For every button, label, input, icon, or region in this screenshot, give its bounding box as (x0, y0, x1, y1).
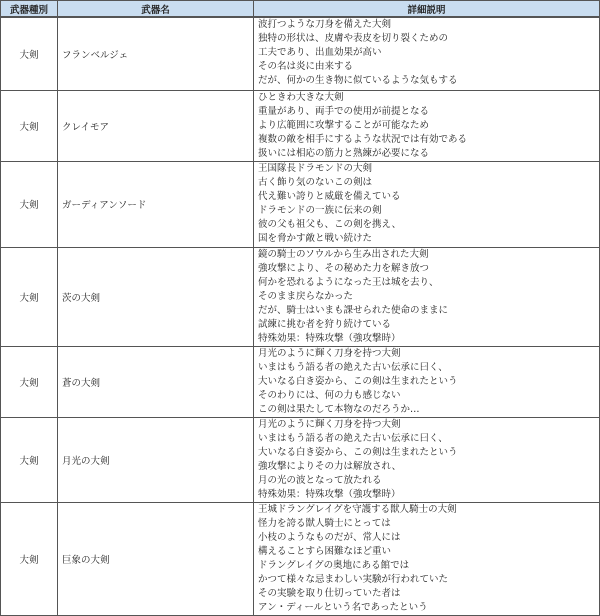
description-line: 構えることすら困難なほど重い (258, 545, 392, 557)
table-body (1, 17, 600, 615)
weapon-type-cell: 大剣 (1, 247, 58, 346)
description-line: そのわりには、何の力も感じない (258, 389, 401, 401)
table-row (1, 346, 600, 417)
weapon-type-cell: 大剣 (1, 17, 58, 90)
weapon-name-cell: クレイモア (58, 90, 254, 161)
description-line: 彼の父も祖父も、この剣を携え、 (258, 218, 402, 230)
description-line: より広範囲に攻撃することが可能なため (258, 119, 430, 131)
description-line: ドラングレイグの奥地にある館では (258, 559, 410, 571)
table-row (1, 161, 600, 247)
weapon-type-cell: 大剣 (1, 90, 58, 161)
description-line: 扱いには相応の筋力と熟練が必要になる (258, 147, 430, 159)
description-line: 特殊効果：特殊攻撃（強攻撃時） (258, 332, 401, 344)
description-cell (254, 417, 600, 502)
description-line: 怪力を誇る獣人騎士にとっては (258, 517, 391, 529)
description-line: その名は炎に由来する (258, 61, 354, 72)
weapon-name-cell: ガーディアンソード (58, 161, 254, 247)
description-line: 波打つような刀身を備えた大剣 (258, 19, 392, 30)
description-line: だが、何かの生き物に似ているような気もする (258, 75, 458, 86)
description-cell (254, 346, 600, 417)
description-line: いまはもう語る者の絶えた古い伝承に曰く、 (258, 432, 448, 444)
table-row (1, 502, 600, 615)
weapon-type-cell: 大剣 (1, 502, 58, 615)
description-line: 国を脅かす敵と戦い続けた (258, 232, 373, 244)
description-line: いまはもう語る者の絶えた古い伝承に曰く、 (258, 361, 448, 373)
description-line: 王国隊長ドラモンドの大剣 (258, 162, 373, 174)
header-weapon-type: 武器種別 (1, 1, 58, 18)
description-line: 工夫であり、出血効果が高い (258, 47, 382, 58)
description-line: 王城ドラングレイグを守護する獣人騎士の大剣 (258, 503, 457, 515)
description-cell (254, 90, 600, 161)
description-line: 月光のように輝く刀身を持つ大剣 (258, 418, 401, 430)
table-row (1, 90, 600, 161)
description-line: 重量があり、両手での使用が前提となる (258, 105, 430, 117)
description-line: そのまま戻らなかった (258, 290, 354, 302)
description-cell (254, 247, 600, 346)
description-line: 大いなる白き姿から、この剣は生まれたという (258, 375, 458, 387)
description-line: 強攻撃により、その秘めた力を解き放つ (258, 262, 430, 274)
description-line: アン・ディールという名であったという (258, 601, 428, 613)
table-row (1, 417, 600, 502)
description-cell (254, 502, 600, 615)
description-line: 特殊効果：特殊攻撃（強攻撃時） (258, 488, 401, 500)
weapon-type-cell: 大剣 (1, 161, 58, 247)
description-line: 独特の形状は、皮膚や表皮を切り裂くための (258, 33, 449, 44)
weapon-name-cell: 蒼の大剣 (58, 346, 254, 417)
table-row (1, 17, 600, 90)
weapon-name-cell: 巨象の大剣 (58, 502, 254, 615)
weapon-name-cell: フランベルジェ (58, 17, 254, 90)
weapon-type-cell: 大剣 (1, 346, 58, 417)
weapon-name-cell: 茨の大剣 (58, 247, 254, 346)
description-line: 代え難い誇りと威厳を備えている (258, 190, 401, 202)
description-cell (254, 161, 600, 247)
description-line: この剣は果たして本物なのだろうか… (258, 403, 420, 415)
description-line: 古く飾り気のないこの剣は (258, 176, 373, 188)
description-line: だが、騎士はいまも課せられた使命のままに (258, 304, 449, 316)
description-line: 複数の敵を相手にするような状況では有効である (258, 133, 468, 145)
description-line: 月光のように輝く刀身を持つ大剣 (258, 347, 401, 359)
table-row (1, 247, 600, 346)
header-weapon-name: 武器名 (58, 1, 254, 18)
description-line: ひときわ大きな大剣 (258, 91, 344, 103)
header-row (1, 1, 600, 18)
description-cell (254, 17, 600, 90)
weapon-name-cell: 月光の大剣 (58, 417, 254, 502)
description-line: 小枝のようなものだが、常人には (258, 531, 401, 543)
description-line: ドラモンドの一族に伝来の剣 (258, 204, 382, 216)
description-line: 何かを恐れるようになった王は城を去り、 (258, 276, 439, 288)
weapon-type-cell: 大剣 (1, 417, 58, 502)
description-line: 月の光の波となって放たれる (258, 474, 382, 486)
description-line: 試練に挑む者を狩り続けている (258, 318, 392, 330)
description-line: かつて様々な忌まわしい実験が行われていた (258, 573, 449, 585)
description-line: 大いなる白き姿から、この剣は生まれたという (258, 446, 458, 458)
description-line: 鏡の騎士のソウルから生み出された大剣 (258, 248, 429, 260)
description-line: 強攻撃によりその力は解放され、 (258, 460, 402, 472)
description-line: その実験を取り仕切っていた者は (258, 587, 401, 599)
header-description: 詳細説明 (254, 1, 600, 18)
table-header (1, 1, 600, 18)
